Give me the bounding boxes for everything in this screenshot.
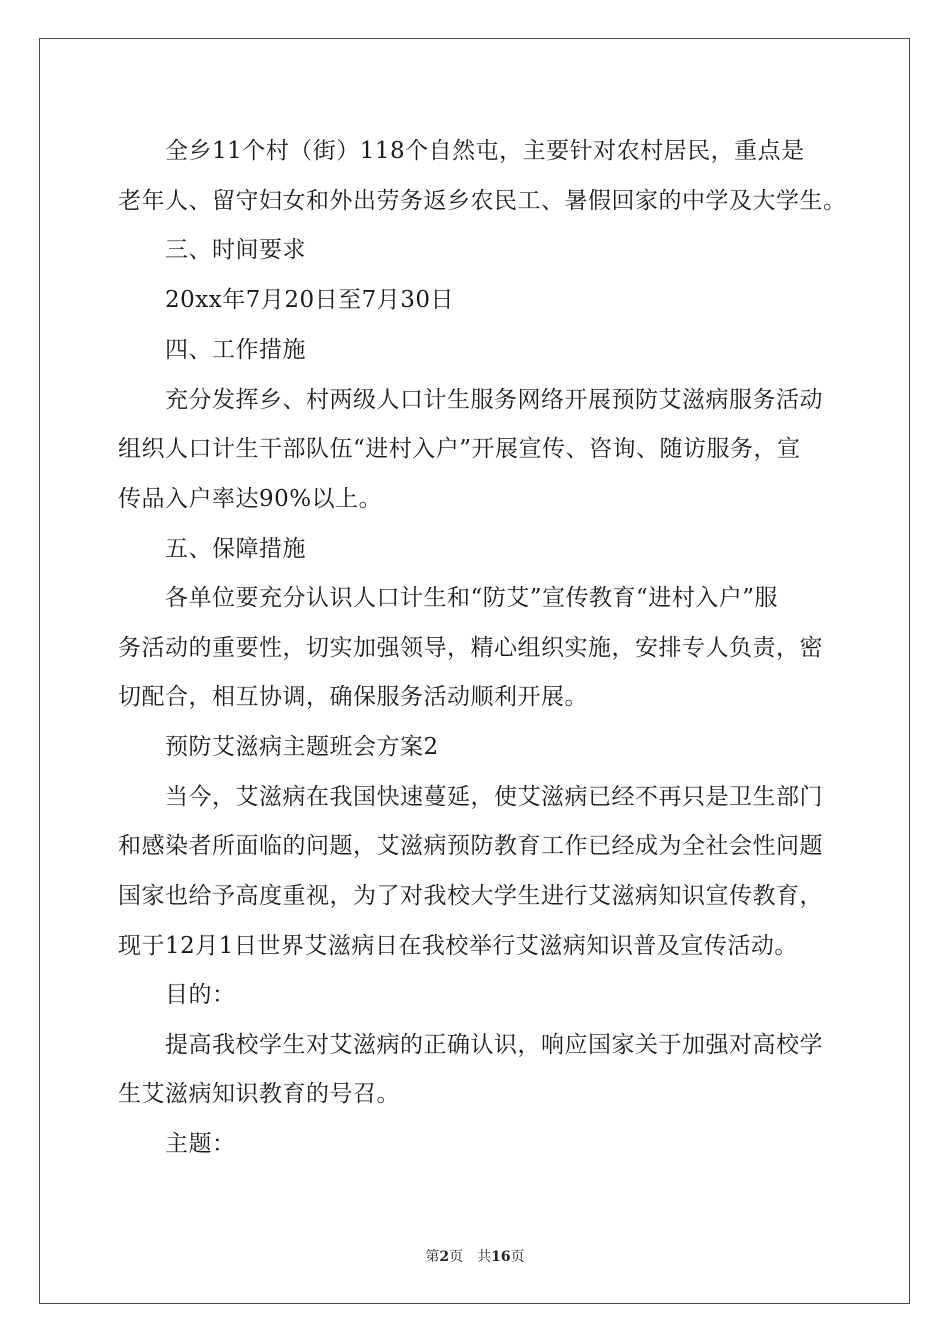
paragraph-line: 国家也给予高度重视，为了对我校大学生进行艾滋病知识宣传教育， (118, 883, 823, 909)
paragraph-line: 务活动的重要性，切实加强领导，精心组织实施，安排专人负责，密 (118, 635, 823, 661)
paragraph-line: 切配合，相互协调，确保服务活动顺利开展。 (118, 684, 588, 710)
paragraph-line: 全乡11个村（街）118个自然屯，主要针对农村居民，重点是 (165, 138, 805, 164)
paragraph-line: 和感染者所面临的问题，艾滋病预防教育工作已经成为全社会性问题 (118, 833, 823, 859)
paragraph-line: 生艾滋病知识教育的号召。 (118, 1081, 400, 1107)
section-heading: 目的： (165, 982, 236, 1008)
paragraph-line: 现于12月1日世界艾滋病日在我校举行艾滋病知识普及宣传活动。 (118, 933, 798, 959)
section-heading: 五、保障措施 (165, 536, 306, 562)
footer-total-prefix: 共 (477, 1249, 492, 1265)
paragraph-line: 传品入户率达90%以上。 (118, 486, 383, 512)
current-page-number: 2 (439, 1249, 450, 1265)
paragraph-line: 提高我校学生对艾滋病的正确认识，响应国家关于加强对高校学 (165, 1032, 823, 1058)
footer-total-suffix: 页 (510, 1249, 525, 1265)
paragraph-line: 组织人口计生干部队伍“进村入户”开展宣传、咨询、随访服务，宣 (118, 436, 801, 462)
page-footer (0, 1248, 950, 1266)
paragraph-line: 充分发挥乡、村两级人口计生服务网络开展预防艾滋病服务活动 (165, 387, 823, 413)
paragraph-line: 各单位要充分认识人口计生和“防艾”宣传教育“进村入户”服 (165, 585, 779, 611)
paragraph-line: 老年人、留守妇女和外出劳务返乡农民工、暑假回家的中学及大学生。 (118, 188, 847, 214)
footer-prefix: 第 (425, 1249, 440, 1265)
page-border (39, 38, 910, 1304)
section-heading: 四、工作措施 (165, 337, 306, 363)
footer-page-suffix: 页 (449, 1249, 464, 1265)
paragraph-line: 20xx年7月20日至7月30日 (165, 287, 455, 313)
section-heading: 主题： (165, 1131, 236, 1157)
section-title: 预防艾滋病主题班会方案2 (165, 734, 439, 760)
paragraph-line: 当今，艾滋病在我国快速蔓延，使艾滋病已经不再只是卫生部门 (165, 784, 823, 810)
section-heading: 三、时间要求 (165, 237, 306, 263)
total-page-count: 16 (491, 1249, 511, 1265)
